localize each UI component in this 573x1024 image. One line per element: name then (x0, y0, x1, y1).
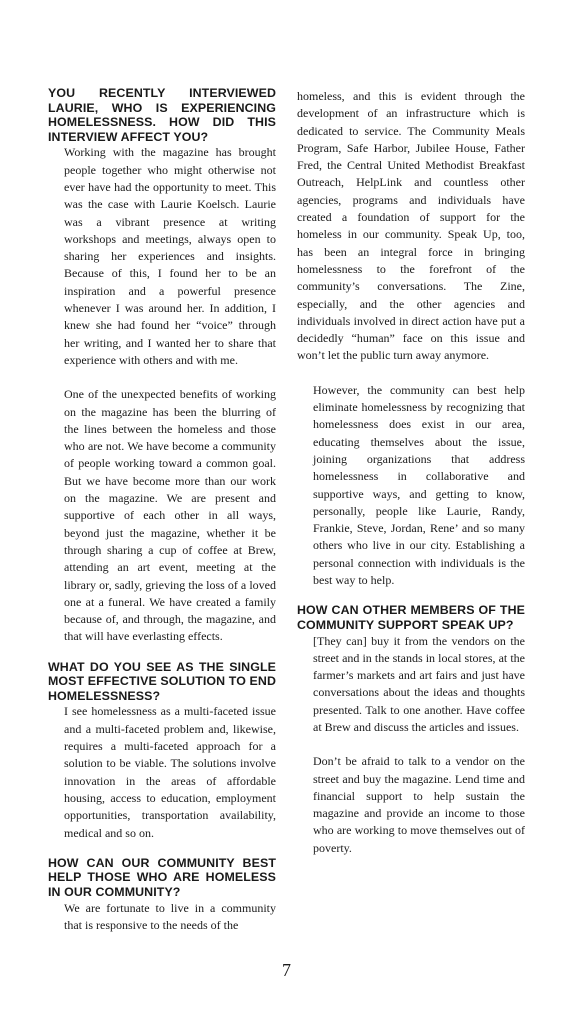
answer-paragraph: However, the community can best help eliminate homelessness by recognizing that homelessness does exist in our area, educating themselves about the issue, joining organizations that address homelessness in collaborative and supportive ways, and getting to know, personally, people like Laurie, Randy, Frankie, Steve, Jordan, Rene’ and so many others who live in our city. Establishing a personal connection with individuals is the best way to help. (313, 382, 525, 588)
answer-paragraph-continued: homeless, and this is evident through the development of an infrastructure which is dedicated to service. The Community Meals Program, Safe Harbor, Jubilee House, Father Fred, the Central United Methodist Breakfast Outreach, HelpLink and countless other agencies, programs and individuals have created a foundation of support for the homeless in our community. Speak Up, too, has been an integral force in bringing homelessness to the forefront of the community’s conversations. The Zine, especially, and the other agencies and individuals involved in direct action have put a decidedly “human” face on this issue and won’t let the public turn away anymore. (297, 89, 525, 363)
question-heading: HOW CAN OUR COMMUNITY BEST HELP THOSE WHO ARE HOMELESS IN OUR COMMUNITY? (48, 855, 276, 900)
answer-paragraph: We are fortunate to live in a community that is responsive to the needs of the (64, 900, 276, 932)
left-column (48, 86, 276, 934)
question-heading: HOW CAN OTHER MEMBERS OF THE COMMUNITY SUPPORT SPEAK UP? (297, 603, 525, 632)
page-number: 7 (282, 960, 291, 980)
answer-paragraph: [They can] buy it from the vendors on the street and in the stands in local stores, at the farmer’s markets and art fairs and just have conversations about the ideas and thoughts presented. Talk to one another. Have coffee at Brew and discuss the articles and issues. (313, 633, 525, 734)
answer-paragraph: One of the unexpected benefits of working on the magazine has been the blurring of the lines between the homeless and those who are not. We have become a community of people working toward a common goal. But we have become more than our work on the magazine. We are present and supportive of each other in all ways, beyond just the magazine, whether it be through sharing a cup of coffee at Brew, attending an art event, meeting at the library or, sadly, grieving the loss of a loved one at a funeral. We have created a family because of, and through, the magazine, and that will have everlasting effects. (64, 387, 276, 644)
question-heading: WHAT DO YOU SEE AS THE SINGLE MOST EFFECTIVE SOLUTION TO END HOMELESSNESS? (48, 659, 276, 703)
answer-paragraph: I see homelessness as a multi-faceted issue and a multi-faceted problem and, likewise, requires a multi-faceted approach for a solution to be viable. The solutions involve innovation in the areas of affordable housing, access to education, employment opportunities, transportation availability, medical and so on. (64, 704, 276, 840)
question-heading: YOU RECENTLY INTERVIEWED LAURIE, WHO IS EXPERIENCING HOMELESSNESS. HOW DID THIS INTERVIEW AFFECT YOU? (48, 86, 276, 144)
answer-paragraph: Don’t be afraid to talk to a vendor on the street and buy the magazine. Lend time and financial support to help sustain the magazine and provide an income to those who are working to move themselves out of poverty. (313, 754, 525, 855)
right-column (297, 88, 525, 857)
answer-paragraph: Working with the magazine has brought people together who might otherwise not ever have had the opportunity to meet. This was the case with Laurie Koelsch. Laurie was a vibrant presence at writing workshops and meetings, always open to sharing her experiences and insights. Because of this, I found her to be an inspiration and a powerful presence whenever I was around her. In addition, I knew she had found her “voice” through her writing, and I wanted her to share that experience with others and with me. (64, 145, 276, 367)
